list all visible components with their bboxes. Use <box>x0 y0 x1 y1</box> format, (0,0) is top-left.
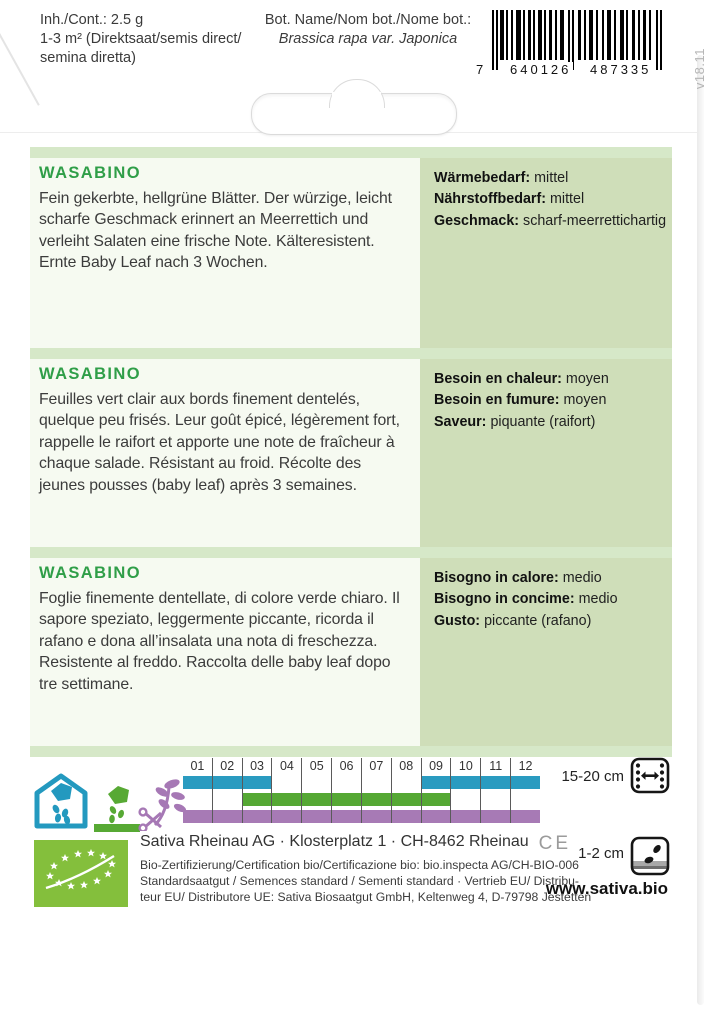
section-divider <box>30 147 672 158</box>
harvest-cell <box>362 810 391 823</box>
spec-label: Nährstoffbedarf: <box>434 191 546 208</box>
spec-label: Bisogno in concime: <box>434 591 575 608</box>
direct-sowing-outdoors-cell <box>362 793 391 806</box>
direct-sowing-outdoors-cell <box>332 793 361 806</box>
month-label: 08 <box>399 759 414 773</box>
packet-right-edge <box>697 55 704 1005</box>
barcode-group1: 640126 <box>510 62 572 77</box>
sowing-under-cover-cell <box>213 776 242 789</box>
spec-value: moyen <box>565 371 609 387</box>
harvest-cell <box>422 810 451 823</box>
direct-sowing-outdoors-cell <box>392 793 421 806</box>
certification-block <box>140 857 591 905</box>
harvest-cell <box>392 810 421 823</box>
eu-organic-leaf-logo <box>34 840 128 907</box>
month-label: 02 <box>220 759 235 773</box>
calendar-column <box>510 758 540 823</box>
spec-value: scharf-meerrettichartig <box>523 212 667 229</box>
direct-sowing-outdoors-cell <box>481 793 510 806</box>
spec-row <box>434 211 672 232</box>
company-address: Sativa Rheinau AG · Klosterplatz 1 · CH-8462 Rheinau <box>140 833 529 850</box>
description-area <box>30 158 420 348</box>
spec-label: Besoin en fumure: <box>434 392 560 409</box>
spec-row <box>434 412 672 433</box>
month-label: 05 <box>309 759 324 773</box>
sowing-under-cover-cell <box>332 776 361 789</box>
spec-label: Bisogno in calore: <box>434 570 559 586</box>
calendar-column <box>212 758 242 823</box>
botanical-name-label: Bot. Name/Nom bot./Nome bot.: <box>264 12 472 28</box>
spec-box <box>420 558 672 746</box>
spec-row <box>434 168 672 189</box>
spec-box <box>420 158 672 348</box>
month-label: 03 <box>250 759 265 773</box>
calendar-column <box>242 758 272 823</box>
harvest-cell <box>302 810 331 823</box>
sowing-depth-icon <box>630 836 670 876</box>
standard-seed-line: teur EU/ Distributore UE: Sativa Biosaatgut GmbH, Keltenweg 4, D-79798 Jestetten <box>140 890 592 905</box>
section-german <box>30 158 672 348</box>
variety-description: Foglie finemente dentellate, di colore verde chiaro. Il sapore speziato, leggermente piccante, ricorda il rafano e dona all’insalata una nota di freschezza. Resistente al freddo. Raccolta delle baby leaf dopo tre settimane. <box>39 590 400 693</box>
direct-sowing-outdoors-cell <box>422 793 451 806</box>
calendar-column <box>480 758 510 823</box>
hang-hole-patch <box>332 92 381 99</box>
version-label: v18.11 <box>692 48 707 90</box>
direct-sowing-outdoors-cell <box>511 793 540 806</box>
harvest-cell <box>481 810 510 823</box>
harvest-cell <box>511 810 540 823</box>
calendar-column <box>271 758 301 823</box>
direct-sowing-outdoors-cell <box>451 793 480 806</box>
content-line: Inh./Cont.: 2.5 g <box>40 12 144 28</box>
sowing-under-cover-cell <box>362 776 391 789</box>
greenhouse-sowing-icon <box>33 772 89 830</box>
sowing-under-cover-cell <box>481 776 510 789</box>
ce-mark: CE <box>538 833 572 854</box>
website-url: www.sativa.bio <box>545 879 668 898</box>
spec-label: Gusto: <box>434 612 481 629</box>
spec-row <box>434 189 672 210</box>
spec-box <box>420 359 672 547</box>
month-label: 07 <box>369 759 384 773</box>
harvest-cell <box>272 810 301 823</box>
month-label: 01 <box>190 759 205 773</box>
botanical-name-value: Brassica rapa var. Japonica <box>278 30 458 47</box>
sowing-under-cover-cell <box>511 776 540 789</box>
month-label: 04 <box>279 759 294 773</box>
spec-label: Besoin en chaleur: <box>434 371 562 387</box>
spec-row <box>434 568 672 589</box>
spec-row <box>434 390 672 411</box>
month-label: 06 <box>339 759 354 773</box>
direct-sowing-outdoors-cell <box>243 793 272 806</box>
spec-label: Saveur: <box>434 413 487 430</box>
spec-label: Geschmack: <box>434 212 520 229</box>
spec-value: medio <box>578 591 618 608</box>
spec-value: piquante (raifort) <box>490 413 596 430</box>
section-divider <box>30 547 672 558</box>
spec-value: mittel <box>534 170 569 186</box>
content-weight-info <box>40 11 241 68</box>
section-italian <box>30 558 672 746</box>
spec-row <box>434 611 672 632</box>
section-divider <box>30 348 672 359</box>
month-label: 11 <box>489 759 503 773</box>
section-french <box>30 359 672 547</box>
content-line: 1-3 m² (Direktsaat/semis direct/ <box>40 30 242 47</box>
month-label: 12 <box>518 759 533 773</box>
spec-label: Wärmebedarf: <box>434 170 531 186</box>
calendar-column <box>331 758 361 823</box>
plant-spacing-value: 15-20 cm <box>561 768 624 785</box>
variety-description: Feuilles vert clair aux bords finement dentelés, quelque peu frisés. Leur goût épicé, légèrement fort, rappelle le raifort et apporte une note de fraîcheur à chaque salade. Résistant au froid. Récolte des jeunes pousses (baby leaf) après 3 semaines. <box>39 391 400 494</box>
barcode-group2: 487335 <box>590 62 652 77</box>
sowing-under-cover-cell <box>302 776 331 789</box>
direct-sowing-icon <box>92 784 142 832</box>
sowing-under-cover-cell <box>243 776 272 789</box>
direct-sowing-outdoors-cell <box>272 793 301 806</box>
direct-sowing-outdoors-cell <box>302 793 331 806</box>
variety-description: Fein gekerbte, hellgrüne Blätter. Der würzige, leicht scharfe Geschmack erinnert an Meerrettich und verleiht Salaten eine frische Note. Kälteresistent. Ernte Baby Leaf nach 3 Wochen. <box>39 190 392 272</box>
calendar-column <box>183 758 212 823</box>
calendar-column <box>301 758 331 823</box>
certification-line: Bio-Zertifizierung/Certification bio/Certificazione bio: bio.inspecta AG/CH-BIO-006 <box>140 858 579 872</box>
sowing-under-cover-cell <box>392 776 421 789</box>
calendar-column <box>450 758 480 823</box>
barcode-prefix: 7 <box>476 62 484 77</box>
sowing-under-cover-cell <box>422 776 451 789</box>
sowing-depth-value: 1-2 cm <box>578 845 624 862</box>
variety-title: WASABINO <box>39 365 141 383</box>
sowing-calendar <box>183 758 540 823</box>
calendar-column <box>421 758 451 823</box>
month-label: 10 <box>458 759 473 773</box>
month-label: 09 <box>429 759 443 773</box>
spec-row <box>434 589 672 610</box>
harvest-cell <box>183 810 212 823</box>
corner-fold-line <box>0 33 40 106</box>
variety-title: WASABINO <box>39 564 141 582</box>
calendar-column <box>391 758 421 823</box>
sowing-under-cover-cell <box>272 776 301 789</box>
barcode <box>476 10 668 90</box>
variety-title: WASABINO <box>39 164 141 182</box>
harvest-cell <box>243 810 272 823</box>
direct-sowing-outdoors-cell <box>213 793 242 806</box>
standard-seed-line: Standardsaatgut / Semences standard / Sementi standard · Vertrieb EU/ Distribu- <box>140 874 579 889</box>
harvest-cell <box>332 810 361 823</box>
spec-value: piccante (rafano) <box>484 612 592 629</box>
section-divider <box>30 746 672 757</box>
spec-value: medio <box>562 570 602 586</box>
spec-row <box>434 369 672 390</box>
address-row <box>140 833 571 853</box>
harvest-cell <box>213 810 242 823</box>
calendar-column <box>361 758 391 823</box>
content-line: semina diretta) <box>40 49 136 66</box>
plant-spacing-icon <box>630 757 670 795</box>
direct-sowing-outdoors-cell <box>183 793 212 806</box>
harvest-cell <box>451 810 480 823</box>
spec-value: moyen <box>563 392 607 409</box>
description-area <box>30 359 420 547</box>
botanical-name-block <box>258 11 478 49</box>
sowing-under-cover-cell <box>451 776 480 789</box>
sowing-under-cover-cell <box>183 776 212 789</box>
spec-value: mittel <box>550 191 585 208</box>
description-area <box>30 558 420 746</box>
